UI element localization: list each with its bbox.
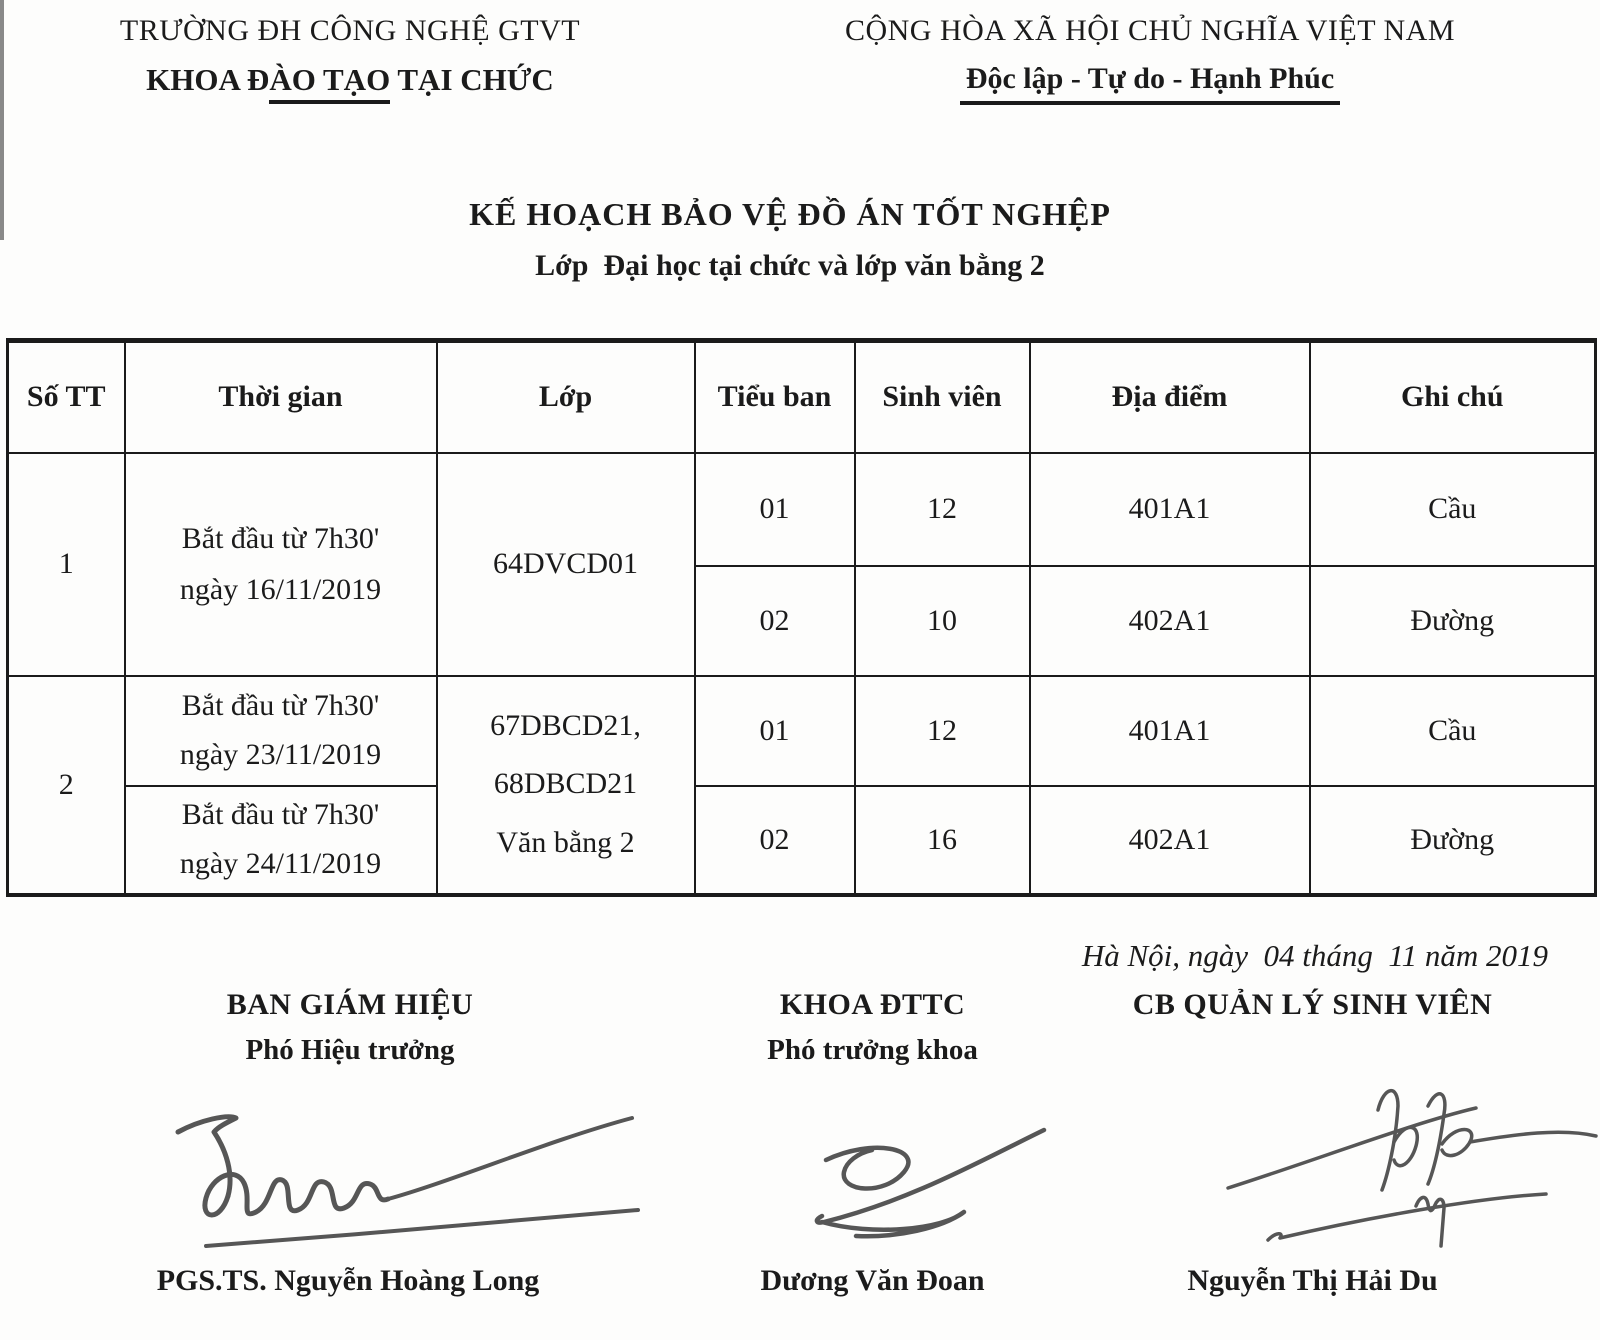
faculty-name: KHOA ĐÀO TẠO TẠI CHỨC bbox=[60, 62, 640, 98]
cell-time-2b: Bắt đầu từ 7h30' ngày 24/11/2019 bbox=[125, 786, 437, 895]
schedule-table bbox=[6, 338, 1597, 897]
signature-pho-hieu-truong bbox=[170, 1080, 640, 1250]
cell-ghichu: Cầu bbox=[1310, 453, 1596, 566]
cell-stt-2: 2 bbox=[8, 676, 125, 895]
table-row bbox=[8, 676, 1596, 786]
letterhead bbox=[0, 0, 1600, 170]
cell-time-1: Bắt đầu từ 7h30' ngày 16/11/2019 bbox=[125, 453, 437, 676]
cell-diadiem: 401A1 bbox=[1030, 676, 1310, 786]
table-row bbox=[8, 453, 1596, 566]
cell-stt-1: 1 bbox=[8, 453, 125, 676]
table-header-row bbox=[8, 341, 1596, 453]
cell-sinhvien: 12 bbox=[855, 453, 1030, 566]
signblock-ban-giam-hieu: BAN GIÁM HIỆU Phó Hiệu trưởng bbox=[226, 988, 474, 1066]
cell-time-2a: Bắt đầu từ 7h30' ngày 23/11/2019 bbox=[125, 676, 437, 786]
letterhead-left bbox=[60, 14, 640, 98]
cell-lop-1: 64DVCD01 bbox=[437, 453, 695, 676]
document-title-block bbox=[0, 196, 1580, 283]
document-title: KẾ HOẠCH BẢO VỆ ĐỒ ÁN TỐT NGHỆP bbox=[469, 196, 1111, 232]
signature-cb-quan-ly bbox=[1226, 1048, 1598, 1253]
cell-diadiem: 401A1 bbox=[1030, 453, 1310, 566]
signblock-khoa-dttc: KHOA ĐTTC Phó trưởng khoa bbox=[767, 988, 978, 1066]
header-sinh-vien: Sinh viên bbox=[855, 341, 1030, 453]
cell-ghichu: Đường bbox=[1310, 566, 1596, 676]
signblock-cb-quan-ly: CB QUẢN LÝ SINH VIÊN bbox=[1132, 988, 1493, 1021]
header-ghi-chu: Ghi chú bbox=[1310, 341, 1596, 453]
header-lop: Lớp bbox=[437, 341, 695, 453]
university-name: TRƯỜNG ĐH CÔNG NGHỆ GTVT bbox=[119, 14, 581, 47]
cell-tieuban: 01 bbox=[695, 453, 855, 566]
cell-sinhvien: 10 bbox=[855, 566, 1030, 676]
signer-name-3: Nguyễn Thị Hải Du bbox=[1187, 1264, 1438, 1297]
header-tieu-ban: Tiểu ban bbox=[695, 341, 855, 453]
national-motto-line2: Độc lập - Tự do - Hạnh Phúc bbox=[960, 62, 1340, 105]
cell-sinhvien: 16 bbox=[855, 786, 1030, 895]
signature-pho-truong-khoa bbox=[792, 1120, 1062, 1245]
cell-tieuban: 01 bbox=[695, 676, 855, 786]
table-row bbox=[8, 786, 1596, 895]
signoff-section bbox=[0, 892, 1600, 1340]
header-dia-diem: Địa điểm bbox=[1030, 341, 1310, 453]
cell-lop-2: 67DBCD21, 68DBCD21 Văn bằng 2 bbox=[437, 676, 695, 895]
cell-tieuban: 02 bbox=[695, 566, 855, 676]
national-motto-line1: CỘNG HÒA XÃ HỘI CHỦ NGHĨA VIỆT NAM bbox=[844, 14, 1456, 47]
cell-diadiem: 402A1 bbox=[1030, 566, 1310, 676]
cell-ghichu: Cầu bbox=[1310, 676, 1596, 786]
cell-ghichu: Đường bbox=[1310, 786, 1596, 895]
letterhead-right bbox=[740, 14, 1560, 105]
cell-diadiem: 402A1 bbox=[1030, 786, 1310, 895]
date-line: Hà Nội, ngày 04 tháng 11 năm 2019 bbox=[1081, 938, 1548, 973]
cell-sinhvien: 12 bbox=[855, 676, 1030, 786]
signer-name-1: PGS.TS. Nguyễn Hoàng Long bbox=[156, 1264, 540, 1297]
header-thoi-gian: Thời gian bbox=[125, 341, 437, 453]
document-subtitle: Lớp Đại học tại chức và lớp văn bằng 2 bbox=[535, 249, 1045, 282]
cell-tieuban: 02 bbox=[695, 786, 855, 895]
header-stt: Số TT bbox=[8, 341, 125, 453]
signer-name-2: Dương Văn Đoan bbox=[760, 1264, 985, 1297]
